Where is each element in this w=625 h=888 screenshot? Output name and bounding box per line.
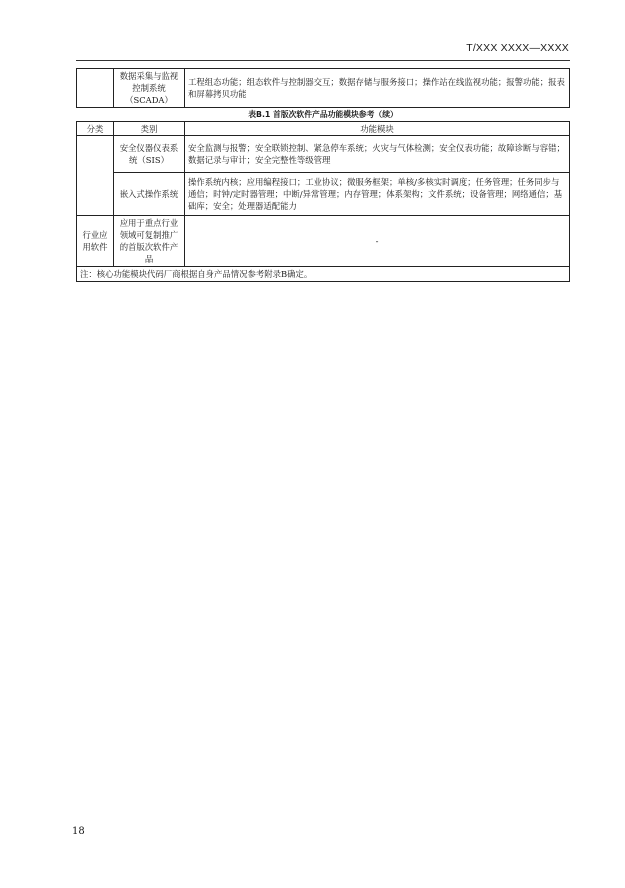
type-cell: 安全仪器仪表系统（SIS） — [114, 136, 185, 173]
type-cell: 嵌入式操作系统 — [114, 173, 185, 216]
table-row — [77, 216, 570, 267]
category-cell: 行业应用软件 — [77, 216, 114, 267]
type-cell: 应用于重点行业领域可复制推广的首版次软件产品 — [114, 216, 185, 267]
top-table — [76, 68, 570, 108]
standard-code: T/XXX XXXX—XXXX — [466, 42, 569, 54]
page-number: 18 — [72, 826, 85, 837]
table-caption: 表B.1 首版次软件产品功能模块参考（续） — [248, 110, 398, 119]
modules-cell: 安全监测与报警；安全联锁控制、紧急停车系统；火灾与气体检测；安全仪表功能；故障诊断与容错；数据记录与审计；安全完整性等级管理 — [185, 136, 570, 173]
header-modules: 功能模块 — [185, 122, 570, 136]
header-type: 类别 — [114, 122, 185, 136]
type-cell: 数据采集与监视控制系统（SCADA） — [114, 69, 185, 108]
modules-cell: 工程组态功能；组态软件与控制器交互；数据存储与服务接口；操作站在线监视功能；报警功能；报表和屏幕拷贝功能 — [185, 69, 570, 108]
main-table — [76, 121, 570, 282]
category-cell — [77, 136, 114, 216]
modules-cell: - — [185, 216, 570, 267]
table-header-row — [77, 122, 570, 136]
header-category: 分类 — [77, 122, 114, 136]
category-cell — [77, 69, 114, 108]
table-note: 注：核心功能模块代码厂商根据自身产品情况参考附录B确定。 — [77, 267, 570, 282]
table-note-row — [77, 267, 570, 282]
table-row — [77, 136, 570, 173]
header-rule — [76, 60, 570, 61]
modules-cell: 操作系统内核；应用编程接口；工业协议；微服务框架；单核/多核实时调度；任务管理；任务同步与通信；时钟/定时器管理；中断/异常管理；内存管理；体系架构；文件系统；设备管理；网络通信；基础库；安全；处理器适配能力 — [185, 173, 570, 216]
table-row — [77, 69, 570, 108]
table-row — [77, 173, 570, 216]
